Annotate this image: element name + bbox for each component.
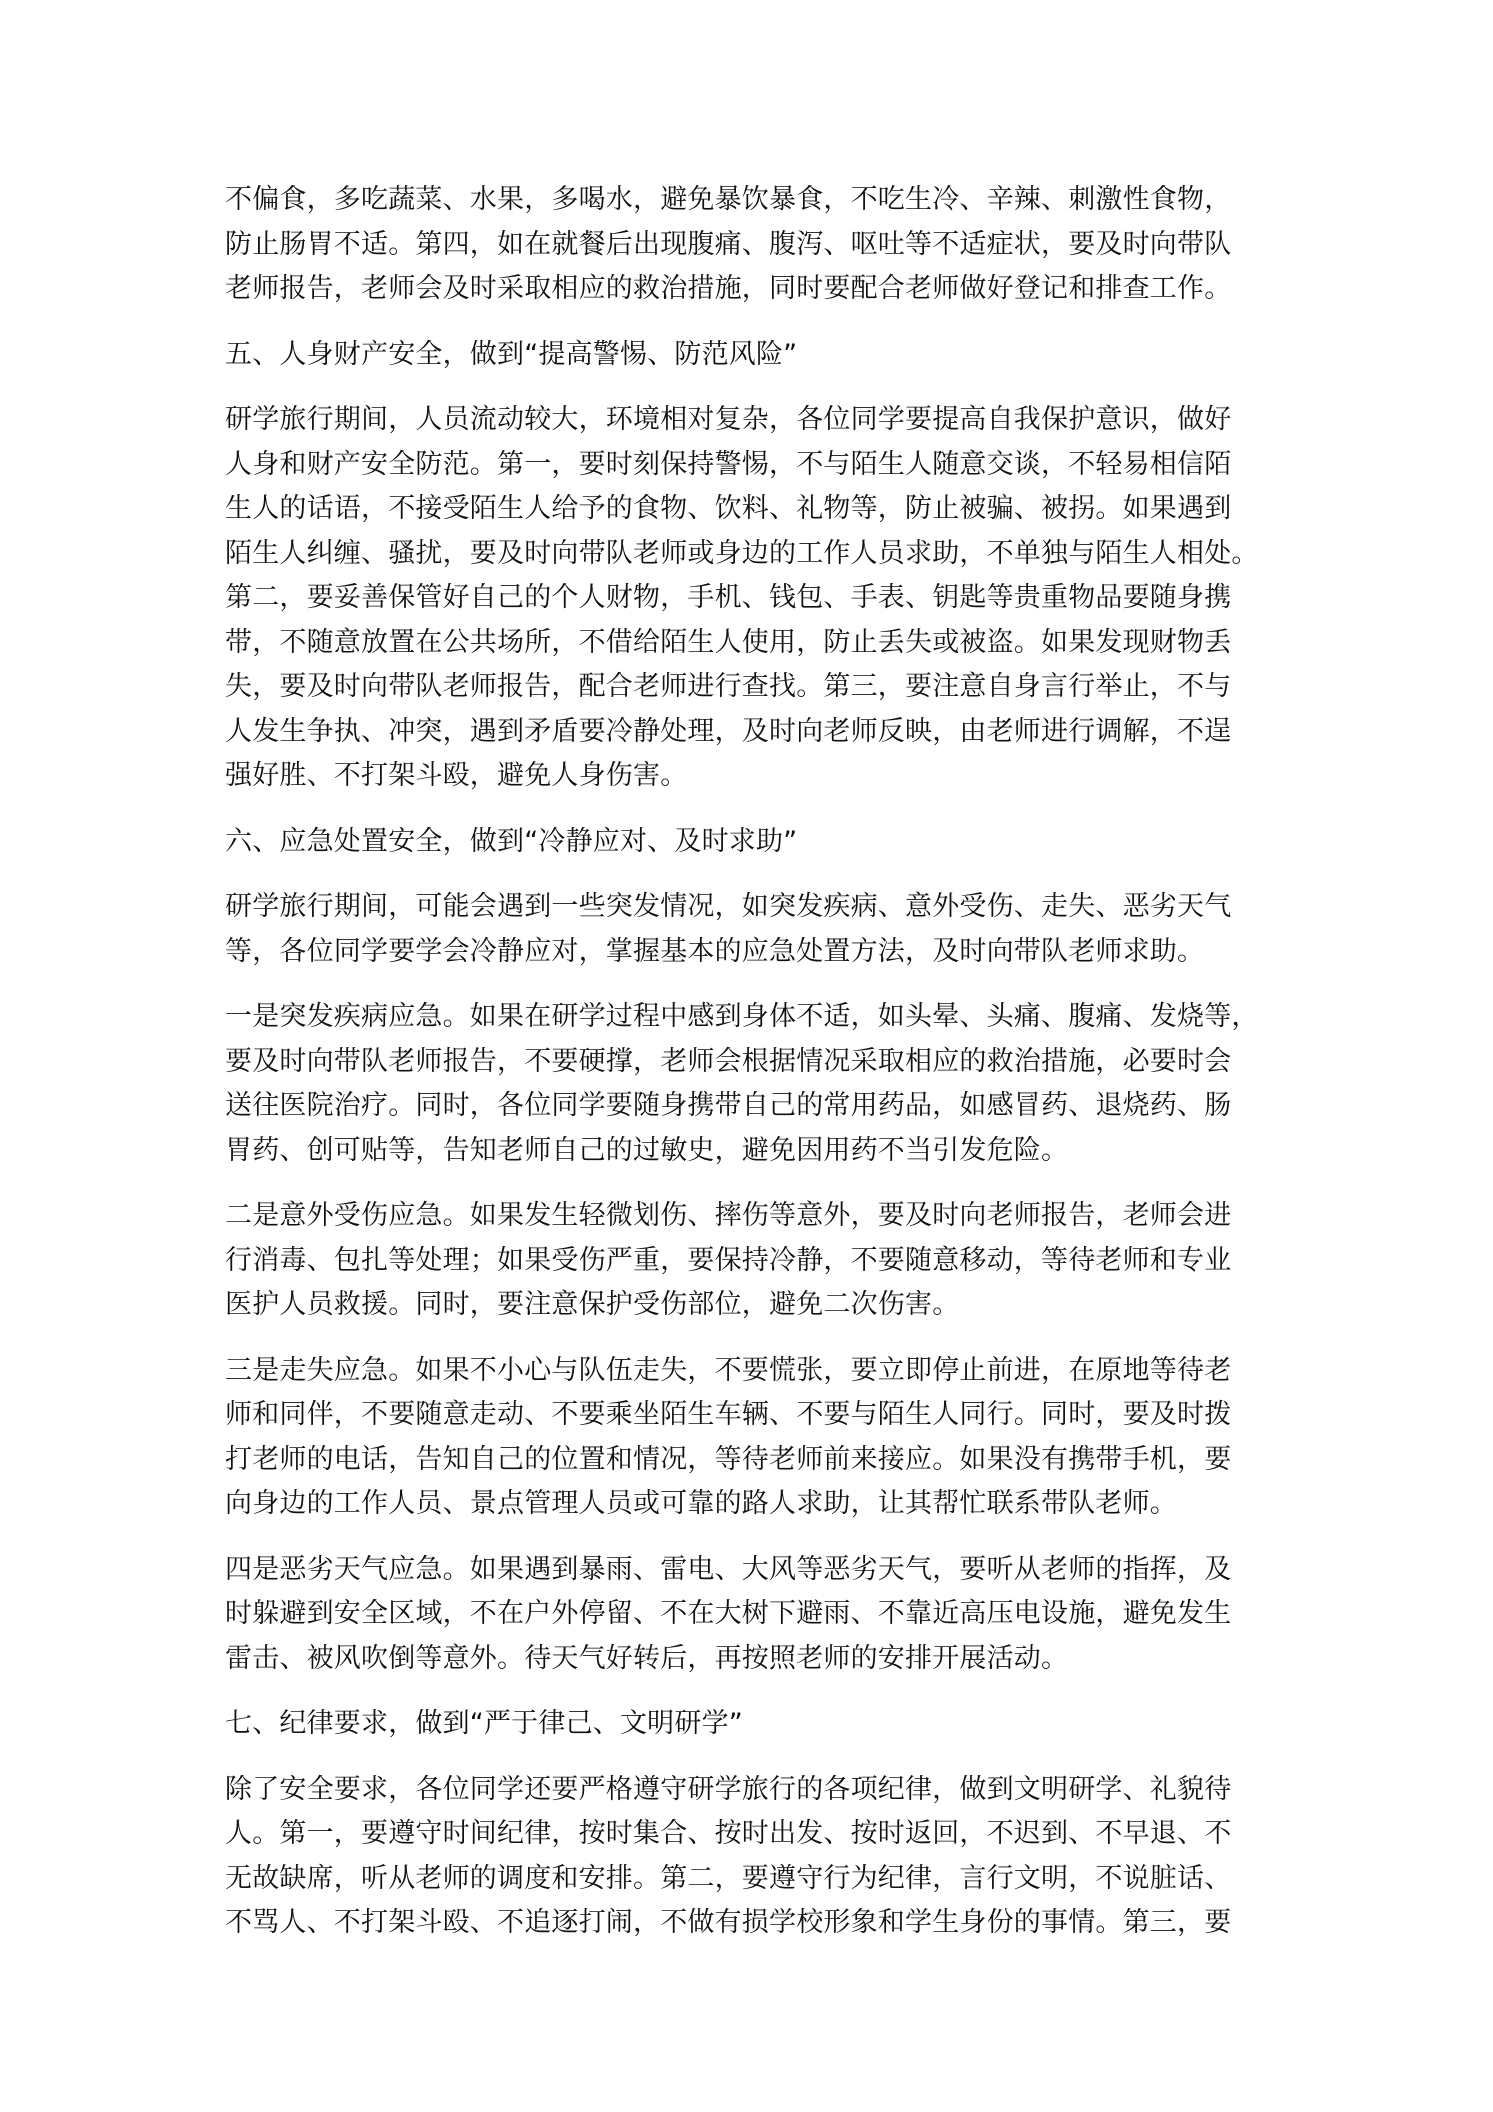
text-line: 四是恶劣天气应急。如果遇到暴雨、雷电、大风等恶劣天气，要听从老师的指挥，及 [225, 1553, 1232, 1585]
text-line: 不偏食，多吃蔬菜、水果，多喝水，避免暴饮暴食，不吃生冷、辛辣、刺激性食物， [225, 184, 1232, 215]
paragraph [225, 1349, 1285, 1527]
text-line: 失，要及时向带队老师报告，配合老师进行查找。第三，要注意自身言行举止，不与 [225, 671, 1232, 702]
text-line: 人发生争执、冲突，遇到矛盾要冷静处理，及时向老师反映，由老师进行调解，不逞 [225, 715, 1232, 747]
document-body [225, 178, 1285, 1967]
paragraph [225, 398, 1285, 799]
text-line: 胃药、创可贴等，告知老师自己的过敏史，避免因用药不当引发危险。 [225, 1134, 1069, 1166]
text-line: 人身和财产安全防范。第一，要时刻保持警惕，不与陌生人随意交谈，不轻易相信陌 [225, 448, 1232, 480]
text-line: 第二，要妥善保管好自己的个人财物，手机、钱包、手表、钥匙等贵重物品要随身携 [225, 582, 1232, 613]
text-line: 陌生人纠缠、骚扰，要及时向带队老师或身边的工作人员求助，不单独与陌生人相处。 [225, 537, 1259, 569]
text-line: 强好胜、不打架斗殴，避免人身伤害。 [225, 760, 688, 791]
section-heading [225, 1702, 1285, 1747]
text-line: 无故缺席，听从老师的调度和安排。第二，要遵守行为纪律，言行文明，不说脏话、 [225, 1862, 1232, 1894]
text-line: 研学旅行期间，人员流动较大，环境相对复杂，各位同学要提高自我保护意识，做好 [225, 404, 1232, 435]
text-line: 二是意外受伤应急。如果发生轻微划伤、摔伤等意外，要及时向老师报告，老师会进 [225, 1200, 1232, 1231]
text-line: 七、纪律要求，做到“严于律己、文明研学” [225, 1708, 743, 1739]
paragraph [225, 885, 1285, 974]
text-line: 五、人身财产安全，做到“提高警惕、防范风险” [225, 338, 798, 370]
text-line: 研学旅行期间，可能会遇到一些突发情况，如突发疾病、意外受伤、走失、恶劣天气 [225, 891, 1232, 922]
text-line: 防止肠胃不适。第四，如在就餐后出现腹痛、腹泻、呕吐等不适症状，要及时向带队 [225, 228, 1232, 260]
text-line: 带，不随意放置在公共场所，不借给陌生人使用，防止丢失或被盗。如果发现财物丢 [225, 626, 1232, 658]
text-line: 要及时向带队老师报告，不要硬撑，老师会根据情况采取相应的救治措施，必要时会 [225, 1045, 1232, 1077]
text-line: 师和同伴，不要随意走动、不要乘坐陌生车辆、不要与陌生人同行。同时，要及时拨 [225, 1399, 1232, 1430]
text-line: 人。第一，要遵守时间纪律，按时集合、按时出发、按时返回，不迟到、不早退、不 [225, 1818, 1232, 1849]
text-line: 一是突发疾病应急。如果在研学过程中感到身体不适，如头晕、头痛、腹痛、发烧等， [225, 1001, 1259, 1032]
paragraph [225, 1194, 1285, 1328]
paragraph [225, 178, 1285, 312]
text-line: 除了安全要求，各位同学还要严格遵守研学旅行的各项纪律，做到文明研学、礼貌待 [225, 1773, 1232, 1805]
section-heading [225, 820, 1285, 865]
text-line: 医护人员救援。同时，要注意保护受伤部位，避免二次伤害。 [225, 1289, 960, 1320]
text-line: 六、应急处置安全，做到“冷静应对、及时求助” [225, 825, 798, 857]
text-line: 时躲避到安全区域，不在户外停留、不在大树下避雨、不靠近高压电设施，避免发生 [225, 1598, 1232, 1629]
paragraph [225, 1548, 1285, 1682]
text-line: 送往医院治疗。同时，各位同学要随身携带自己的常用药品，如感冒药、退烧药、肠 [225, 1090, 1232, 1121]
text-line: 行消毒、包扎等处理；如果受伤严重，要保持冷静，不要随意移动，等待老师和专业 [225, 1244, 1232, 1276]
text-line: 不骂人、不打架斗殴、不追逐打闹，不做有损学校形象和学生身份的事情。第三，要 [225, 1907, 1232, 1938]
text-line: 老师报告，老师会及时采取相应的救治措施，同时要配合老师做好登记和排查工作。 [225, 273, 1232, 304]
paragraph [225, 1768, 1285, 1946]
text-line: 生人的话语，不接受陌生人给予的食物、饮料、礼物等，防止被骗、被拐。如果遇到 [225, 493, 1232, 524]
paragraph [225, 995, 1285, 1173]
text-line: 雷击、被风吹倒等意外。待天气好转后，再按照老师的安排开展活动。 [225, 1642, 1069, 1674]
text-line: 等，各位同学要学会冷静应对，掌握基本的应急处置方法，及时向带队老师求助。 [225, 935, 1205, 967]
section-heading [225, 333, 1285, 378]
text-line: 三是走失应急。如果不小心与队伍走失，不要慌张，要立即停止前进，在原地等待老 [225, 1354, 1232, 1386]
text-line: 打老师的电话，告知自己的位置和情况，等待老师前来接应。如果没有携带手机，要 [225, 1443, 1232, 1475]
text-line: 向身边的工作人员、景点管理人员或可靠的路人求助，让其帮忙联系带队老师。 [225, 1488, 1177, 1519]
